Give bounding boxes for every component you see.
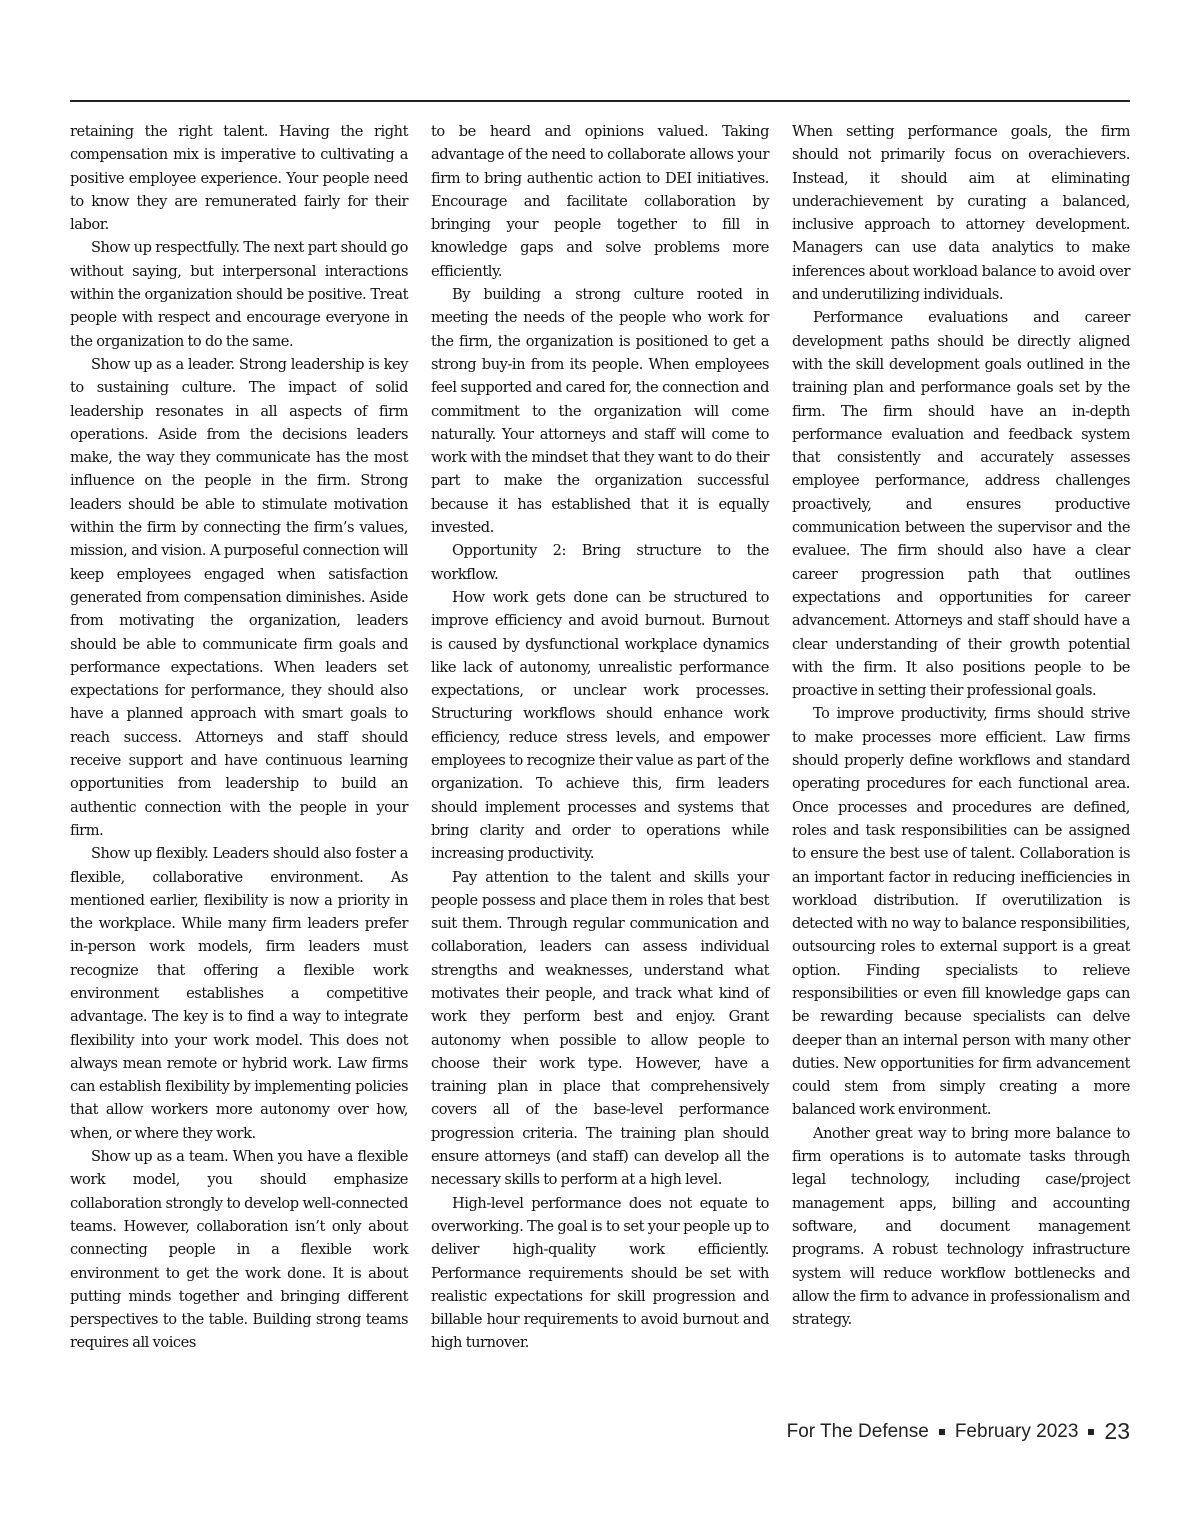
paragraph: Another great way to bring more balance to firm operations is to automate tasks through legal technology, including case/project management apps, billing and accounting software, and document management programs. A robust technology infrastructure system will reduce workflow bottlenecks and allow the firm to advance in professionalism and strategy. xyxy=(792,1124,1130,1329)
column-1 xyxy=(70,120,408,1355)
issue-date: February 2023 xyxy=(954,1420,1079,1442)
column-3 xyxy=(792,120,1130,1331)
paragraph: Show up as a leader. Strong leadership is key to sustaining culture. The impact of solid leadership resonates in all aspects of firm operations. Aside from the decisions leaders make, the way they communicate has the most influence on the people in the firm. Strong leaders should be able to stimulate motivation within the firm by connecting the firm’s values, mission, and vision. A purposeful connection will keep employees engaged when satisfaction generated from compensation diminishes. Aside from motivating the organization, leaders should be able to communicate firm goals and performance expectations. When leaders set expectations for performance, they should also have a planned approach with smart goals to reach success. Attorneys and staff should receive support and have continuous learning opportunities from leadership to build an authentic connection with the people in your firm. xyxy=(70,355,408,839)
page-number: 23 xyxy=(1104,1418,1130,1444)
paragraph: High-level performance does not equate to overworking. The goal is to set your people up to deliver high-quality work efficiently. Performance requirements should be set with realistic expectations for skill progression and billable hour requirements to avoid burnout and high turnover. xyxy=(431,1194,769,1352)
paragraph: Show up respectfully. The next part should go without saying, but interpersonal interactions within the organization should be positive. Treat people with respect and encourage everyone in the organization to do the same. xyxy=(70,239,408,350)
publication-name: For The Defense xyxy=(786,1420,929,1442)
header-rule xyxy=(70,100,1130,102)
paragraph: Show up as a team. When you have a flexible work model, you should emphasize collaboration strongly to develop well-connected teams. However, collaboration isn’t only about connecting people in a flexible work environment to get the work done. It is about putting minds together and bringing different perspectives to the table. Building strong teams requires all voices xyxy=(70,1148,408,1352)
paragraph: Show up flexibly. Leaders should also foster a flexible, collaborative environment. As mentioned earlier, flexibility is now a priority in the workplace. While many firm leaders prefer in-person work models, firm leaders must recognize that offering a flexible work environment establishes a competitive advantage. The key is to find a way to integrate flexibility into your work model. This does not always mean remote or hybrid work. Law firms can establish flexibility by implementing policies that allow workers more autonomy over how, when, or where they work. xyxy=(70,845,408,1142)
page-footer xyxy=(787,1418,1130,1445)
column-2 xyxy=(431,120,769,1355)
paragraph: To improve productivity, firms should strive to make processes more efficient. Law firms should properly define workflows and standard operating procedures for each functional area. Once processes and procedures are defined, roles and task responsibilities can be assigned to ensure the best use of talent. Collaboration is an important factor in reducing inefficiencies in workload distribution. If overutilization is detected with no way to balance responsibilities, outsourcing roles to external support is a great option. Finding specialists to relieve responsibilities or even fill knowledge gaps can be rewarding because specialists can delve deeper than an internal person with many other duties. New opportunities for firm advancement could stem from simply creating a more balanced work environment. xyxy=(792,705,1130,1119)
paragraph: By building a strong culture rooted in meeting the needs of the people who work for the firm, the organization is positioned to get a strong buy-in from its people. When employees feel supported and cared for, the connection and commitment to the organization will come naturally. Your attorneys and staff will come to work with the mindset that they want to do their part to make the organization successful because it has established that it is equally invested. xyxy=(431,286,769,537)
paragraph: Opportunity 2: Bring structure to the workflow. xyxy=(431,542,769,583)
paragraph: retaining the right talent. Having the right compensation mix is imperative to cultivating a positive employee experience. Your people need to know they are remunerated fairly for their labor. xyxy=(70,123,408,234)
paragraph: to be heard and opinions valued. Taking advantage of the need to collaborate allows your firm to bring authentic action to DEI initiatives. Encourage and facilitate collaboration by bringing your people together to fill in knowledge gaps and solve problems more efficiently. xyxy=(431,123,769,280)
paragraph: How work gets done can be structured to improve efficiency and avoid burnout. Burnout is caused by dysfunctional workplace dynamics like lack of autonomy, unrealistic performance expectations, or unclear work processes. Structuring workflows should enhance work efficiency, reduce stress levels, and empower employees to recognize their value as part of the organization. To achieve this, firm leaders should implement processes and systems that bring clarity and order to operations while increasing productivity. xyxy=(431,588,769,863)
paragraph: When setting performance goals, the firm should not primarily focus on overachievers. Instead, it should aim at eliminating underachievement by curating a balanced, inclusive approach to attorney development. Managers can use data analytics to make inferences about workload balance to avoid over and underutilizing individuals. xyxy=(792,123,1130,304)
bullet-separator xyxy=(939,1429,945,1435)
bullet-separator xyxy=(1088,1429,1094,1435)
paragraph: Performance evaluations and career development paths should be directly aligned with the skill development goals outlined in the training plan and performance goals set by the firm. The firm should have an in-depth performance evaluation and feedback system that consistently and accurately assesses employee performance, address challenges proactively, and ensures productive communication between the supervisor and the evaluee. The firm should also have a clear career progression path that outlines expectations and opportunities for career advancement. Attorneys and staff should have a clear understanding of their growth potential with the firm. It also positions people to be proactive in setting their professional goals. xyxy=(792,309,1130,700)
paragraph: Pay attention to the talent and skills your people possess and place them in roles that best suit them. Through regular communication and collaboration, leaders can assess individual strengths and weaknesses, understand what motivates their people, and track what kind of work they perform best and enjoy. Grant autonomy when possible to allow people to choose their work type. However, have a training plan in place that comprehensively covers all of the base-level performance progression criteria. The training plan should ensure attorneys (and staff) can develop all the necessary skills to perform at a high level. xyxy=(431,868,769,1189)
